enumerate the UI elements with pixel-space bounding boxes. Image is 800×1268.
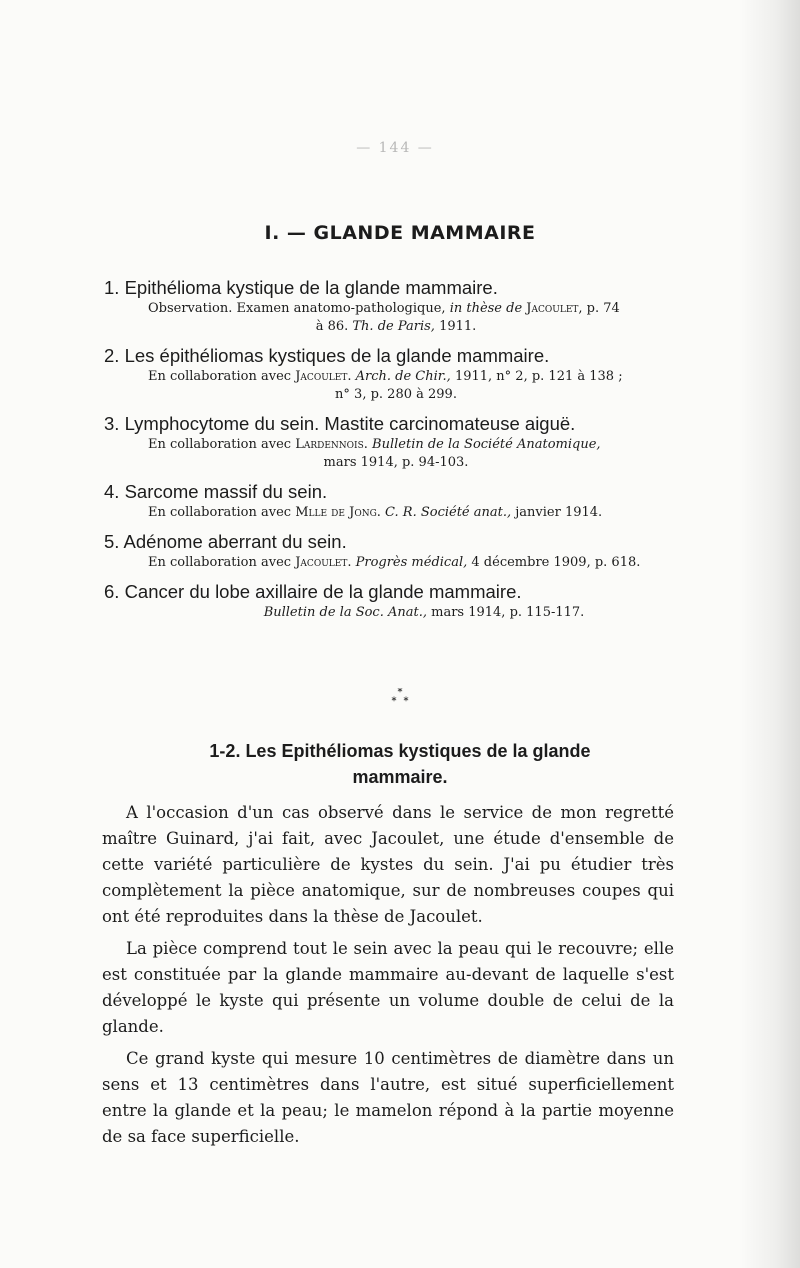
bibliography-entry-4: [104, 480, 684, 522]
separator-asterism: [360, 688, 440, 707]
section-title: I. — GLANDE MAMMAIRE: [264, 222, 536, 244]
svg-text:*: *: [391, 696, 397, 706]
bibliography-entry-1: [104, 276, 684, 336]
page-number: — 144 —: [356, 140, 434, 156]
entry-title: 1. Epithélioma kystique de la glande mammaire.: [104, 277, 498, 298]
bibliography-list: [104, 276, 684, 630]
entry-title: 5. Adénome aberrant du sein.: [104, 531, 347, 552]
entry-reference: En collaboration avec Jacoulet. Progrès médical, 4 décembre 1909, p. 618.: [148, 555, 641, 570]
bibliography-entry-6: [104, 580, 684, 622]
entry-reference: En collaboration avec Lardennois. Bulletin de la Société Anatomique, mars 1914, p. 94-103.: [148, 437, 601, 470]
entry-reference: Bulletin de la Soc. Anat., mars 1914, p. 115-117.: [263, 605, 585, 620]
entry-title: 2. Les épithéliomas kystiques de la glande mammaire.: [104, 345, 550, 366]
paragraph: A l'occasion d'un cas observé dans le service de mon regretté maître Guinard, j'ai fait, avec Jacoulet, une étude d'ensemble de cette variété particulière de kystes du sein. J'ai pu étudier très complètement la pièce anatomique, sur de nombreuses coupes qui ont été reproduites dans la thèse de Jacoulet.: [102, 803, 674, 926]
entry-title: 3. Lymphocytome du sein. Mastite carcinomateuse aiguë.: [104, 413, 576, 434]
bibliography-entry-5: [104, 530, 684, 572]
article-body: [102, 800, 674, 1156]
entry-reference: En collaboration avec Jacoulet. Arch. de Chir., 1911, n° 2, p. 121 à 138 ; n° 3, p. 280 à 299.: [148, 369, 623, 402]
svg-text:*: *: [397, 688, 403, 698]
entry-title: 4. Sarcome massif du sein.: [104, 481, 328, 502]
svg-text:*: *: [403, 696, 409, 706]
bibliography-entry-2: [104, 344, 684, 404]
article-title: 1-2. Les Epithéliomas kystiques de la glande mammaire.: [209, 741, 591, 787]
scan-shadow: [740, 0, 800, 1268]
entry-reference: En collaboration avec Mlle de Jong. C. R. Société anat., janvier 1914.: [148, 505, 603, 520]
paragraph: Ce grand kyste qui mesure 10 centimètres de diamètre dans un sens et 13 centimètres dans l'autre, est situé superficiellement entre la glande et la peau; le mamelon répond à la partie moyenne de sa face superficielle.: [102, 1049, 674, 1146]
paragraph: La pièce comprend tout le sein avec la peau qui le recouvre; elle est constituée par la glande mammaire au-devant de laquelle s'est développé le kyste qui présente un volume double de celui de la glande.: [102, 939, 674, 1036]
entry-reference: Observation. Examen anatomo-pathologique, in thèse de Jacoulet, p. 74 à 86. Th. de Paris, 1911.: [148, 301, 620, 334]
entry-title: 6. Cancer du lobe axillaire de la glande mammaire.: [104, 581, 522, 602]
bibliography-entry-3: [104, 412, 684, 472]
asterism-icon: [385, 688, 415, 706]
